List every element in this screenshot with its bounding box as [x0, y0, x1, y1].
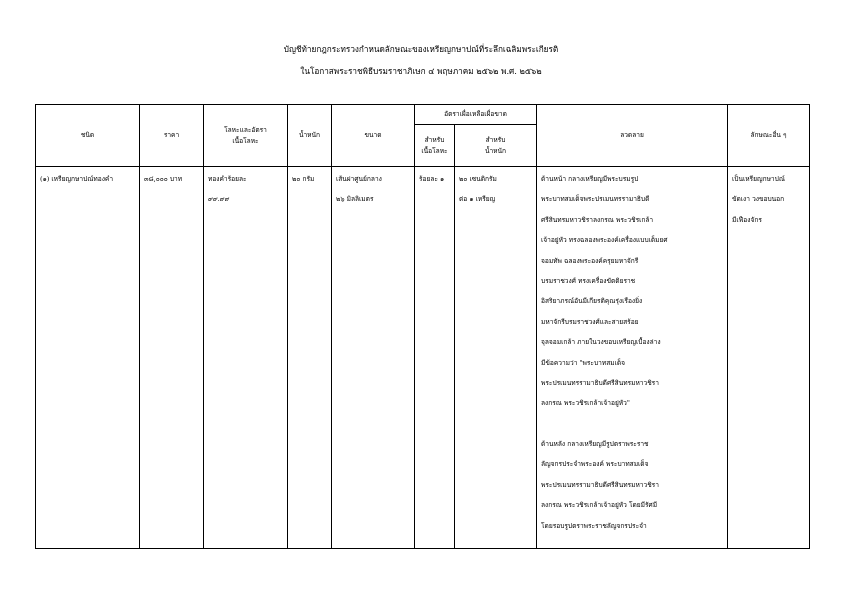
header-price: ราคา [140, 105, 204, 167]
header-tolerance-metal [415, 125, 455, 167]
header-tolerance-weight-line-1: สำหรับ [485, 135, 506, 144]
document-title-line-1: บัญชีท้ายกฎกระทรวงกำหนดลักษณะของเหรียญกษาปณ์ที่ระลึกเฉลิมพระเกียรติ [283, 44, 559, 54]
header-weight: น้ำหนัก [288, 105, 332, 167]
design-line: ด้านหน้า กลางเหรียญมีพระบรมรูป [541, 175, 639, 183]
design-line: มีข้อความว่า "พระบาทสมเด็จ [541, 358, 625, 367]
header-type: ชนิด [36, 105, 140, 167]
design-line: โดยรอบรูปตราพระราชลัญจกรประจำ [541, 521, 647, 530]
design-paragraph-gap [541, 414, 725, 434]
design-line: จอมทัพ ฉลองพระองค์ครุยมหาจักรี [541, 256, 639, 265]
header-metal-line-2: เนื้อโลหะ [232, 136, 259, 145]
document-title-line-2: ในโอกาสพระราชพิธีบรมราชาภิเษก ๔ พฤษภาคม ๒๕๖๒ พ.ศ. ๒๕๖๒ [300, 66, 542, 76]
cell-size [332, 167, 415, 549]
header-tolerance-group: อัตราเผื่อเหลือเผื่อขาด [415, 105, 537, 125]
header-features: ลักษณะอื่น ๆ [728, 105, 810, 167]
cell-size-line-1: เส้นผ่าศูนย์กลาง [336, 175, 382, 183]
cell-metal-line-1: ทองคำร้อยละ [208, 175, 247, 183]
design-line: พระปรเมนทรรามาธิบดีศรีสินทรมหาวชิรา [541, 480, 659, 489]
header-metal-line-1: โลหะและอัตรา [224, 125, 267, 134]
cell-tolerance-metal: ร้อยละ ๑ [415, 167, 455, 549]
coin-specification-table [35, 104, 810, 549]
header-tolerance-weight-line-2: น้ำหนัก [484, 146, 507, 155]
cell-type: (๑) เหรียญกษาปณ์ทองคำ [36, 167, 140, 549]
cell-metal [204, 167, 288, 549]
design-line: บรมราชวงศ์ ทรงเครื่องขัตติยราช [541, 277, 636, 286]
cell-metal-line-2: ๙๙.๙๙ [208, 195, 230, 204]
header-tolerance-metal-line-2: เนื้อโลหะ [421, 146, 448, 155]
design-line: ลัญจกรประจำพระองค์ พระบาทสมเด็จ [541, 460, 649, 469]
cell-price: ๓๘,๐๐๐ บาท [140, 167, 204, 549]
header-tolerance-metal-line-1: สำหรับ [424, 135, 445, 144]
design-line: มหาจักรีบรมราชวงศ์และสายสร้อย [541, 317, 639, 326]
header-metal [204, 105, 288, 167]
design-line: จุลจอมเกล้า ภายในวงขอบเหรียญเบื้องล่าง [541, 338, 661, 347]
design-line: พระปรเมนทรรามาธิบดีศรีสินทรมหาวชิรา [541, 379, 659, 388]
cell-size-line-2: ๒๖ มิลลิเมตร [336, 195, 374, 204]
design-line: ด้านหลัง กลางเหรียญมีรูปตราพระราช [541, 439, 649, 448]
design-line: ลงกรณ พระวชิรเกล้าเจ้าอยู่หัว โดยมีรัศมี [541, 501, 658, 510]
cell-tolerance-weight [455, 167, 537, 549]
cell-tolerance-weight-line-1: ๒๐ เซนติกรัม [459, 175, 497, 183]
cell-features-line-3: มีเฟืองจักร [732, 215, 762, 224]
design-line: อิสริยาภรณ์อันมีเกียรติคุณรุ่งเรืองยิ่ง [541, 297, 643, 306]
design-back-text [541, 434, 725, 536]
cell-features-line-2: ขัดเงา วงขอบนอก [732, 195, 785, 204]
design-front-text [541, 169, 725, 414]
table-row [36, 167, 810, 549]
header-size: ขนาด [332, 105, 415, 167]
design-line: พระบาทสมเด็จพระปรเมนทรรามาธิบดี [541, 195, 650, 204]
cell-tolerance-weight-line-2: ต่อ ๑ เหรียญ [459, 195, 496, 204]
header-design: ลวดลาย [537, 105, 728, 167]
cell-features-line-1: เป็นเหรียญกษาปณ์ [732, 175, 785, 183]
design-line: ศรีสินทรมหาวชิราลงกรณ พระวชิรเกล้า [541, 215, 654, 224]
cell-design [537, 167, 728, 549]
design-line: ลงกรณ พระวชิรเกล้าเจ้าอยู่หัว" [541, 399, 630, 408]
cell-features [728, 167, 810, 549]
header-tolerance-weight [455, 125, 537, 167]
design-line: เจ้าอยู่หัว ทรงฉลองพระองค์เครื่องแบบเต็มยศ [541, 236, 668, 245]
cell-weight: ๒๐ กรัม [288, 167, 332, 549]
